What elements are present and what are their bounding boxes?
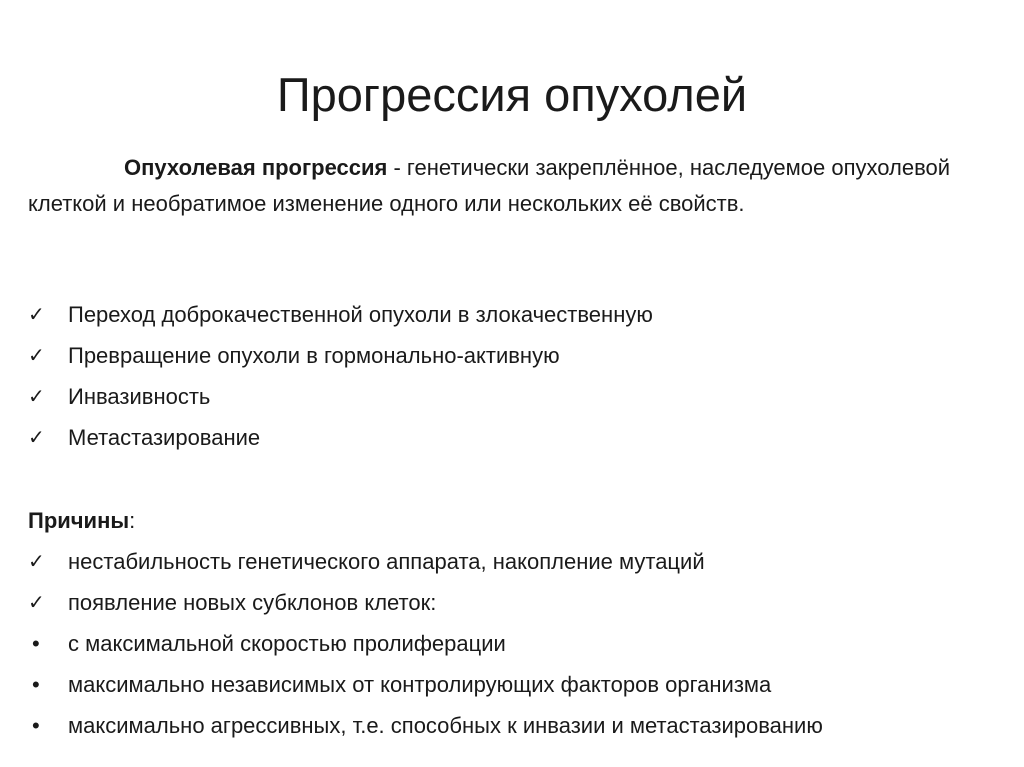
list-item-text: нестабильность генетического аппарата, накопление мутаций (68, 549, 705, 574)
list-item-text: Превращение опухоли в гормонально-активную (68, 343, 560, 368)
bullet-icon: • (32, 713, 40, 738)
check-icon: ✓ (28, 425, 45, 449)
causes-list (28, 541, 998, 746)
list-item-text: Инвазивность (68, 384, 211, 409)
check-icon: ✓ (28, 549, 45, 573)
causes-heading (28, 500, 135, 541)
causes-heading-label: Причины (28, 508, 130, 533)
bullet-icon: • (32, 672, 40, 697)
definition-term: Опухолевая прогрессия (124, 155, 388, 180)
check-icon: ✓ (28, 590, 45, 614)
list-item (28, 582, 998, 623)
list-item (28, 294, 998, 335)
definition-text: - генетически закреплённое, наследуемое опухолевой клеткой и необратимое изменение одного или нескольких её свойств. (28, 155, 951, 216)
check-icon: ✓ (28, 384, 45, 408)
list-item (28, 417, 998, 458)
bullet-icon: • (32, 631, 40, 656)
check-icon: ✓ (28, 302, 45, 326)
list-item-text: максимально агрессивных, т.е. способных к инвазии и метастазированию (68, 713, 823, 738)
check-icon: ✓ (28, 343, 45, 367)
list-item (28, 335, 998, 376)
list-item-text: Переход доброкачественной опухоли в злокачественную (68, 302, 653, 327)
list-item-text: максимально независимых от контролирующих факторов организма (68, 672, 772, 697)
causes-heading-colon: : (129, 508, 136, 533)
list-item (28, 664, 998, 705)
definition-paragraph (28, 150, 988, 222)
list-item-text: с максимальной скоростью пролиферации (68, 631, 506, 656)
features-list (28, 294, 998, 458)
slide-title: Прогрессия опухолей (276, 68, 748, 121)
list-item-text: Метастазирование (68, 425, 261, 450)
list-item (28, 623, 998, 664)
list-item (28, 705, 998, 746)
list-item-text: появление новых субклонов клеток: (68, 590, 437, 615)
list-item (28, 376, 998, 417)
list-item (28, 541, 998, 582)
